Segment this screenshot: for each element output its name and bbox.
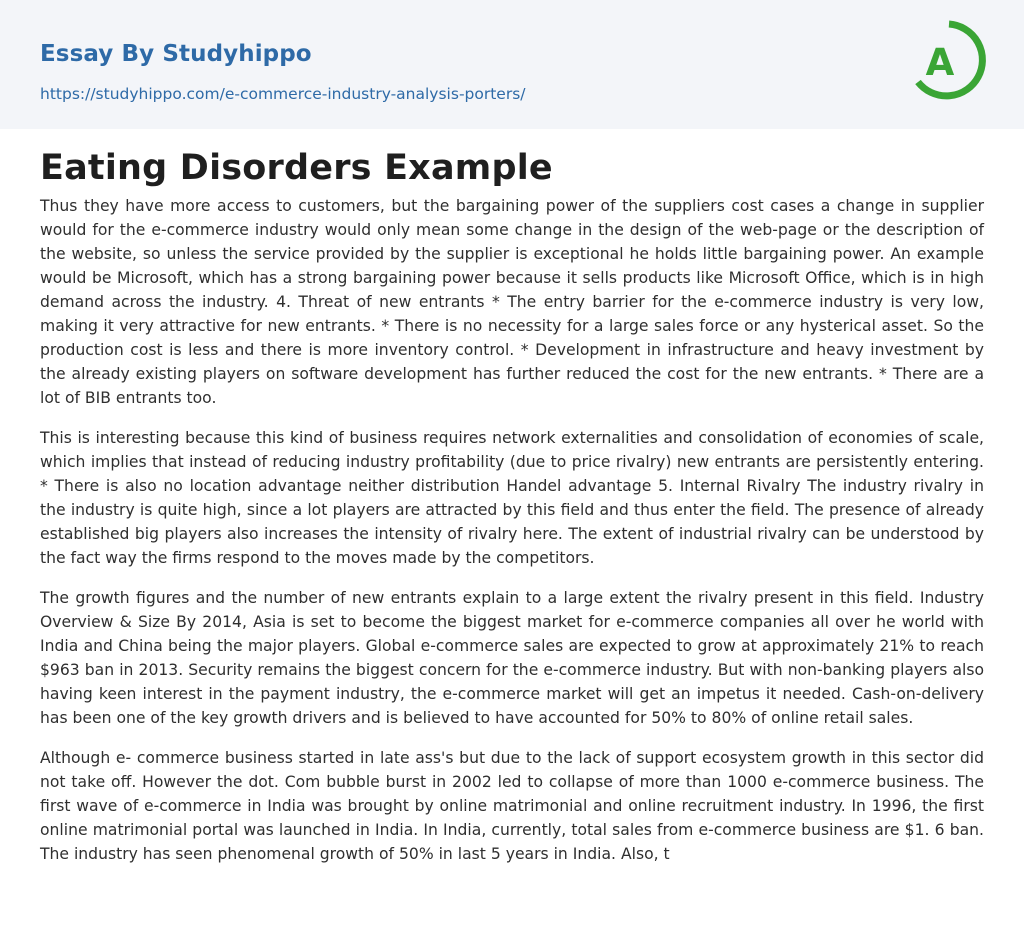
article-title: Eating Disorders Example: [40, 148, 553, 188]
site-header: [0, 0, 1024, 129]
article-paragraph: This is interesting because this kind of business requires network externalities and consolidation of economies of scale, which implies that instead of reducing industry profitability (due to price rivalry) new entrants are persistently entering. * There is also no location advantage neither distribution Handel advantage 5. Internal Rivalry The industry rivalry in the industry is quite high, since a lot players are attracted by this field and thus enter the field. The presence of already established big players also increases the intensity of rivalry here. The extent of industrial rivalry can be understood by the fact way the firms respond to the moves made by the competitors.: [40, 429, 984, 567]
logo-letter: A: [925, 41, 955, 84]
article-paragraph: Thus they have more access to customers, but the bargaining power of the suppliers cost cases a change in supplier would for the e-commerce industry would only mean some change in the design of the web-page or the description of the website, so unless the service provided by the supplier is exceptional he holds little bargaining power. An example would be Microsoft, which has a strong bargaining power because it sells products like Microsoft Office, which is in high demand across the industry. 4. Threat of new entrants * The entry barrier for the e-commerce industry is very low, making it very attractive for new entrants. * There is no necessity for a large sales force or any hysterical asset. So the production cost is less and there is more inventory control. * Development in infrastructure and heavy investment by the already existing players on software development has further reduced the cost for the new entrants. * There are a lot of BIB entrants too.: [40, 197, 984, 407]
article-paragraph: The growth figures and the number of new entrants explain to a large extent the rivalry present in this field. Industry Overview & Size By 2014, Asia is set to become the biggest market for e-commerce companies all over he world with India and China being the major players. Global e-commerce sales are expected to grow at approximately 21% to reach $963 ban in 2013. Security remains the biggest concern for the e-commerce industry. But with non-banking players also having keen interest in the payment industry, the e-commerce market will get an impetus it needed. Cash-on-delivery has been one of the key growth drivers and is believed to have accounted for 50% to 80% of online retail sales.: [40, 589, 984, 727]
source-url-link[interactable]: https://studyhippo.com/e-commerce-industry-analysis-porters/: [40, 85, 526, 103]
studyhippo-logo-icon[interactable]: [911, 18, 987, 106]
article-paragraph: Although e- commerce business started in late ass's but due to the lack of support ecosystem growth in this sector did not take off. However the dot. Com bubble burst in 2002 led to collapse of more than 1000 e-commerce business. The first wave of e-commerce in India was brought by online matrimonial and online recruitment industry. In 1996, the first online matrimonial portal was launched in India. In India, currently, total sales from e-commerce business are $1. 6 ban. The industry has seen phenomenal growth of 50% in last 5 years in India. Also, t: [40, 749, 984, 863]
article: [0, 147, 1024, 866]
site-brand[interactable]: Essay By Studyhippo: [40, 41, 312, 67]
